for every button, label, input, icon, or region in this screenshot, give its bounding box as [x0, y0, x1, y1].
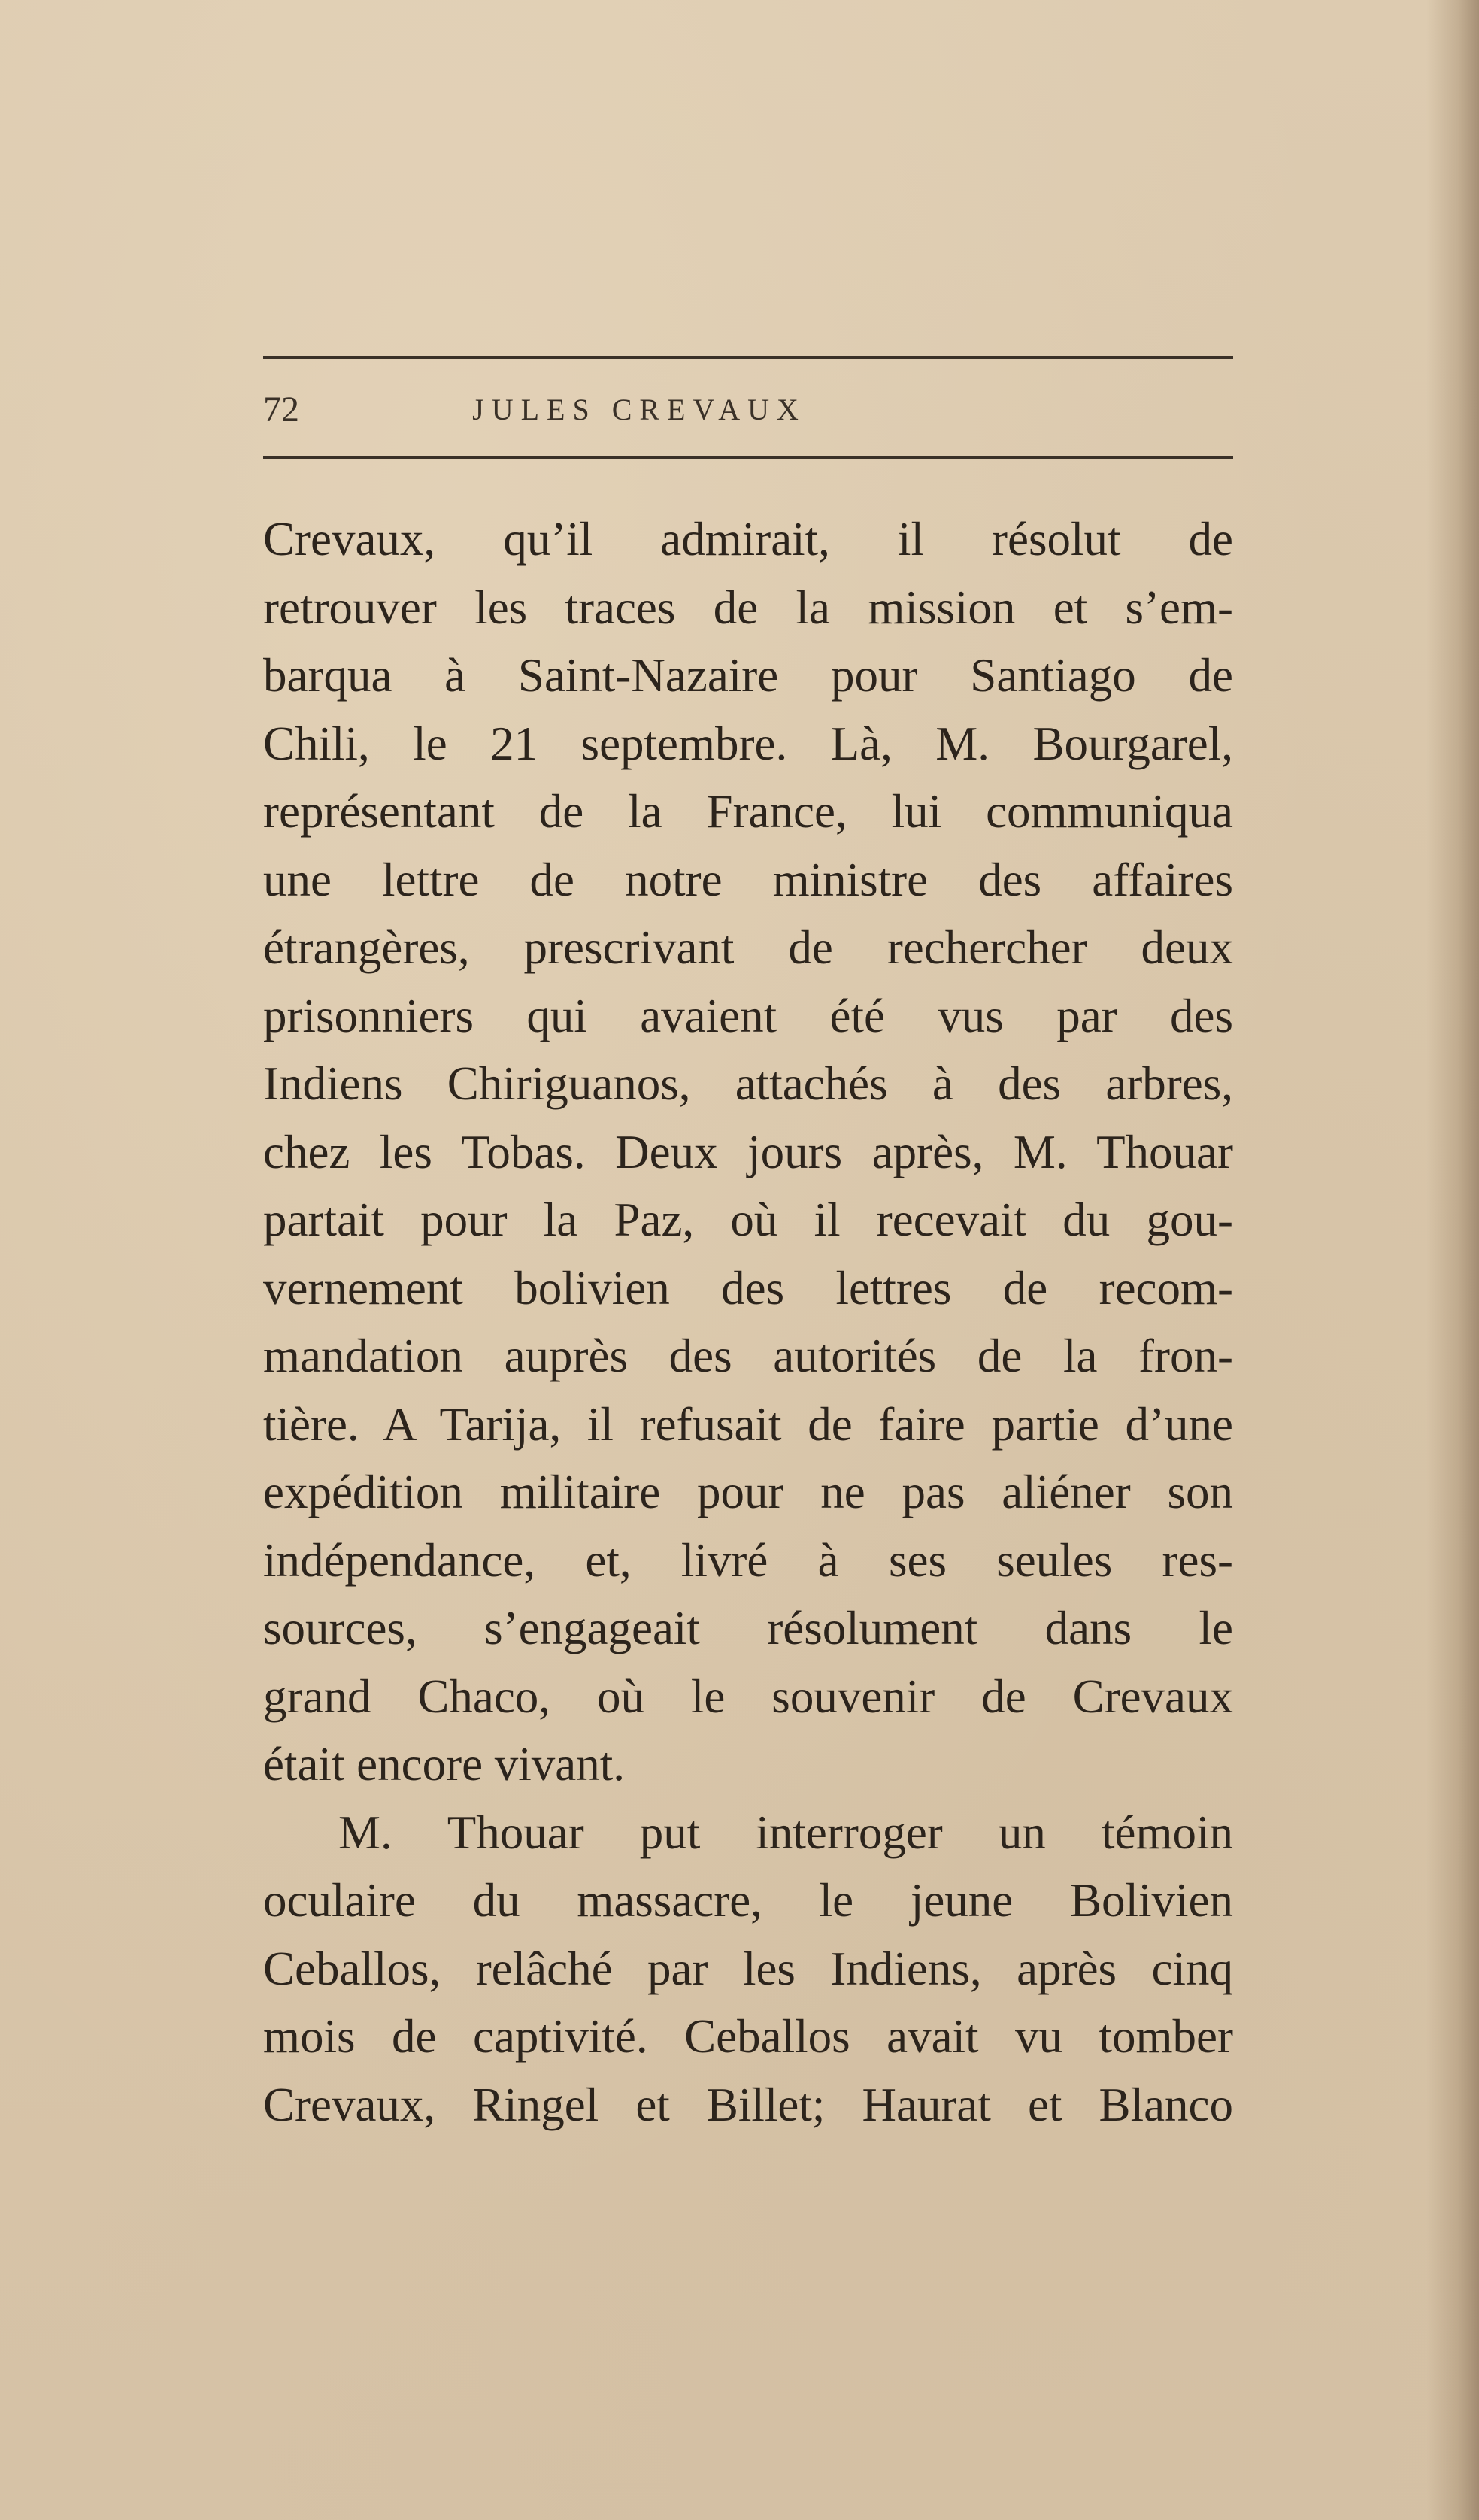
text-line: indépendance, et, livré à ses seules res- [263, 1533, 1233, 1587]
text-line: était encore vivant. [263, 1738, 626, 1791]
running-title: JULES CREVAUX [472, 393, 806, 426]
running-head [263, 384, 1233, 436]
text-line: M. Thouar put interroger un témoin [338, 1806, 1233, 1859]
text-line: Ceballos, relâché par les Indiens, après cinq [263, 1942, 1233, 1995]
text-line: représentant de la France, lui communiqua [263, 785, 1233, 838]
text-line: grand Chaco, où le souvenir de Crevaux [263, 1669, 1233, 1723]
text-line: Crevaux, qu’il admirait, il résolut de [263, 513, 1233, 566]
text-line: une lettre de notre ministre des affaires [263, 853, 1233, 906]
paragraph-2 [263, 1799, 1233, 2139]
text-line: Chili, le 21 septembre. Là, M. Bourgarel, [263, 717, 1233, 770]
text-line: étrangères, prescrivant de rechercher deux [263, 921, 1233, 974]
text-line: expédition militaire pour ne pas aliéner son [263, 1466, 1233, 1518]
body-text [263, 505, 1233, 2139]
header-rule-top [263, 356, 1233, 359]
text-line: barqua à Saint-Nazaire pour Santiago de [263, 649, 1233, 702]
text-line: retrouver les traces de la mission et s’em- [263, 581, 1233, 634]
text-line: mois de captivité. Ceballos avait vu tomber [263, 2010, 1233, 2063]
text-line: mandation auprès des autorités de la fron- [263, 1330, 1233, 1382]
text-line: oculaire du massacre, le jeune Bolivien [263, 1874, 1233, 1927]
page-edge-shadow [1426, 0, 1479, 2520]
text-line: Crevaux, Ringel et Billet; Haurat et Blanco [263, 2078, 1233, 2131]
text-line: tière. A Tarija, il refusait de faire partie d’une [263, 1397, 1233, 1451]
page-number: 72 [263, 390, 299, 429]
text-line: vernement bolivien des lettres de recom- [263, 1261, 1233, 1315]
text-line: sources, s’engageait résolument dans le [263, 1602, 1233, 1654]
text-line: chez les Tobas. Deux jours après, M. Thouar [263, 1125, 1233, 1178]
paragraph-1 [263, 505, 1233, 1799]
header-rule-bottom [263, 456, 1233, 459]
text-line: prisonniers qui avaient été vus par des [263, 989, 1233, 1042]
text-line: Indiens Chiriguanos, attachés à des arbres, [263, 1057, 1233, 1110]
text-line: partait pour la Paz, où il recevait du gou- [263, 1193, 1233, 1246]
